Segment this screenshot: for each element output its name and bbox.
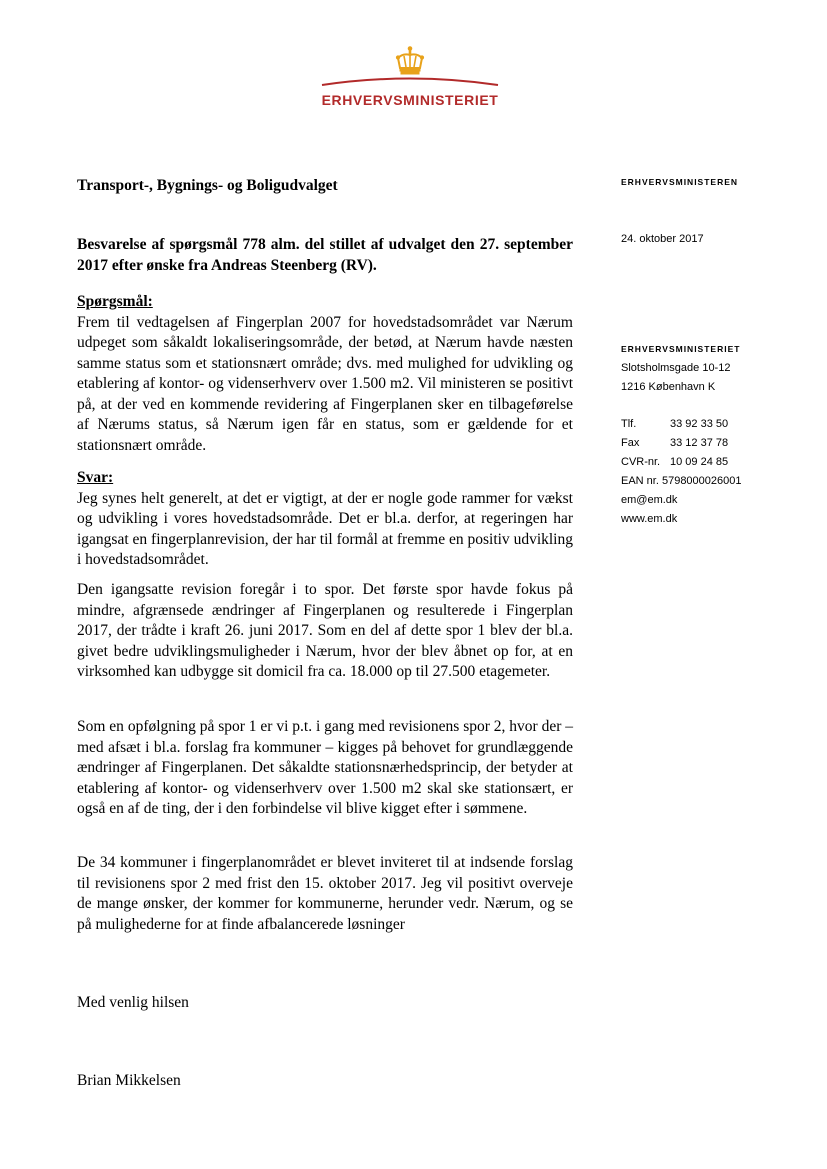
ean-number: EAN nr. 5798000026001 [621, 475, 742, 487]
contact-block [621, 340, 742, 529]
signature: Brian Mikkelsen [77, 1072, 181, 1089]
email-link[interactable]: em@em.dk [621, 494, 678, 506]
answer-paragraph: Som en opfølgning på spor 1 er vi p.t. i gang med revisionens spor 2, hvor der – med afsæt i bl.a. forslag fra kommuner – kigges på behovet for grundlæggende ændringer af Fingerplanen. Det såkaldte stationsnærhedsprincip, der betyder at etablering af kontor- og videnserhverv over 1.500 m2 skal ske stationsært, er også en af de ting, der i den forbindelse vil blive kigget efter i sømmene. [77, 718, 573, 817]
org-name: ERHVERVSMINISTERIET [621, 344, 741, 354]
contact-value: 33 92 33 50 [670, 418, 729, 430]
logo-arc-line [318, 68, 502, 88]
contact-label: Tlf. [621, 418, 637, 430]
contact-value: 33 12 37 78 [670, 437, 729, 449]
contact-label: CVR-nr. [621, 456, 661, 468]
address-line: Slotsholmsgade 10-12 [621, 362, 731, 374]
answer-heading: Svar: [77, 469, 114, 486]
logo-text: ERHVERVSMINISTERIET [321, 92, 499, 108]
sender-label: ERHVERVSMINISTEREN [621, 177, 739, 187]
contact-row-phone [621, 415, 742, 434]
contact-row-cvr [621, 453, 742, 472]
contact-label: Fax [621, 437, 640, 449]
answer-section [77, 468, 573, 571]
question-section [77, 292, 573, 456]
contact-value: 10 09 24 85 [670, 456, 729, 468]
question-text: Frem til vedtagelsen af Fingerplan 2007 for hovedstadsområdet var Nærum udpeget som såkaldt lokaliseringsområde, der betød, at Nærum havde næsten samme status som et stationsnært område; dvs. med mulighed for udvikling og etablering af kontor- og videnserhverv over 1.500 m2. Vil ministeren se positivt på, at der ved en kommende revidering af Fingerplanen sker en tilbageførelse af Nærums status, så Nærum igen får en status, som er gældende for et stationsnært område. [77, 313, 573, 454]
answer-paragraph: De 34 kommuner i fingerplanområdet er blevet inviteret til at indsende forslag til revisionens spor 2 med frist den 15. oktober 2017. Jeg vil positivt overveje de mange ønsker, der kommer for kommunerne, herunder vedr. Nærum, og se på mulighederne for at finde afbalancerede løsninger [77, 854, 573, 933]
ministry-logo [318, 46, 502, 110]
recipient: Transport-, Bygnings- og Boligudvalget [77, 177, 338, 194]
address-line: 1216 København K [621, 381, 716, 393]
question-heading: Spørgsmål: [77, 293, 153, 310]
answer-paragraph: Jeg synes helt generelt, at det er vigtigt, at der er nogle gode rammer for vækst og udvikling i vores hovedstadsområde. Det er bl.a. derfor, at regeringen har igangsat en fingerplanrevision, der har til formål at fremme en positiv udvikling i hovedstadsområdet. [77, 489, 573, 568]
closing: Med venlig hilsen [77, 994, 189, 1011]
subject: Besvarelse af spørgsmål 778 alm. del stillet af udvalget den 27. september 2017 efter ønske fra Andreas Steenberg (RV). [77, 236, 573, 274]
website-link[interactable]: www.em.dk [621, 513, 678, 525]
answer-paragraph: Den igangsatte revision foregår i to spor. Det første spor havde fokus på mindre, afgrænsede ændringer af Fingerplanen og resulterede i Fingerplan 2017, der trådte i kraft 26. juni 2017. Som en del af dette spor 1 blev der bl.a. givet bedre udviklingsmuligheder i Nærum, hvor der blev åbnet op for, at en virksomhed kan udbygge sit domicil fra ca. 18.000 op til 27.500 etagemeter. [77, 581, 573, 680]
letter-date: 24. oktober 2017 [621, 233, 704, 245]
contact-row-fax [621, 434, 742, 453]
